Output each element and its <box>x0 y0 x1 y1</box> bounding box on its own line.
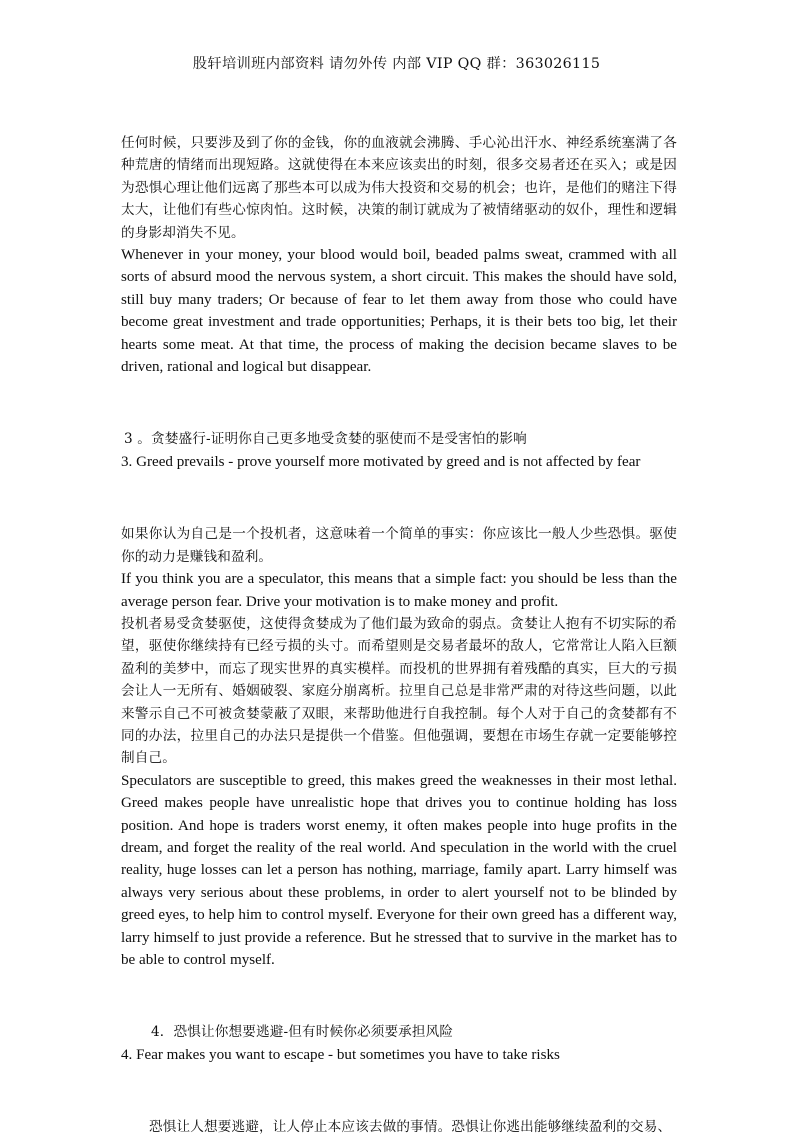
paragraph-chinese-4: 恐惧让人想要逃避，让人停止本应该去做的事情。恐惧让你逃出能够继续盈利的交易、 <box>149 1119 672 1136</box>
spacer <box>121 1066 677 1116</box>
paragraph-chinese-2: 如果你认为自己是一个投机者，这意味着一个简单的事实：你应该比一般人少些恐惧。驱使你的动力是赚钱和盈利。 <box>121 526 677 565</box>
paragraph-english-3: Speculators are susceptible to greed, this makes greed the weaknesses in their most lethal. Greed makes people have unrealistic hope that drives you to continue holding has loss position. And hope is traders worst enemy, it often makes people into huge profits in the dream, and forget the reality of the real world. And speculation in the world with the cruel reality, huge losses can let a person has nothing, marriage, family apart. Larry himself was always very serious about these problems, in order to alert yourself not to be blinded by greed eyes, to help him to control myself. Everyone for their own greed has a different way, larry himself to just provide a reference. But he stressed that to survive in the market has to be able to control myself. <box>121 772 677 968</box>
section-heading-3-english: 3. Greed prevails - prove yourself more motivated by greed and is not affected by fear <box>121 453 641 470</box>
paragraph-chinese-3: 投机者易受贪婪驱使，这使得贪婪成为了他们最为致命的弱点。贪婪让人抱有不切实际的希望，驱使你继续持有已经亏损的头寸。而希望则是交易者最坏的敌人，它常常让人陷入巨额盈利的美梦中，而忘了现实世界的真实模样。而投机的世界拥有着残酷的真实，巨大的亏损会让人一无所有、婚姻破裂、家庭分崩离析。拉里自己总是非常严肃的对待这些问题，以此来警示自己不可被贪婪蒙蔽了双眼，来帮助他进行自我控制。每个人对于自己的贪婪都有不同的办法，拉里自己的办法只是提供一个借鉴。但他强调，要想在市场生存就一定要能够控制自己。 <box>121 615 677 767</box>
document-running-header: 股轩培训班内部资料 请勿外传 内部 VIP QQ 群：363026115 <box>192 56 601 72</box>
paragraph-english-1: Whenever in your money, your blood would boil, beaded palms sweat, crammed with all sorts of absurd mood the nervous system, a short circuit. This makes the should have sold, still buy many traders; Or because of fear to let them away from those who could have become great investment and trade opportunities; Perhaps, it is their bets too big, let their hearts some meat. At that time, the process of making the decision became slaves to be driven, rational and logical but disappear. <box>121 247 677 376</box>
document-body-column <box>121 132 677 1139</box>
section-heading-4-english: 4. Fear makes you want to escape - but sometimes you have to take risks <box>121 1046 560 1063</box>
section-heading-3-chinese: 3 。贪婪盛行-证明你自己更多地受贪婪的驱使而不是受害怕的影响 <box>124 431 527 448</box>
spacer <box>121 473 677 523</box>
spacer <box>121 378 677 428</box>
section-heading-4-chinese: 4．恐惧让你想要逃避-但有时候你必须要承担风险 <box>151 1024 454 1041</box>
paragraph-chinese-1: 任何时候，只要涉及到了你的金钱，你的血液就会沸腾、手心沁出汗水、神经系统塞满了各种荒唐的情绪而出现短路。这就使得在本来应该卖出的时刻，很多交易者还在买入；或是因为恐惧心理让他们远离了那些本可以成为伟大投资和交易的机会；也许，是他们的赌注下得太大，让他们有些心惊肉怕。这时候，决策的制订就成为了被情绪驱动的奴仆，理性和逻辑的身影却消失不见。 <box>121 135 677 241</box>
spacer <box>121 971 677 1021</box>
paragraph-english-2: If you think you are a speculator, this means that a simple fact: you should be less than the average person fear. Drive your motivation is to make money and profit. <box>121 571 677 610</box>
